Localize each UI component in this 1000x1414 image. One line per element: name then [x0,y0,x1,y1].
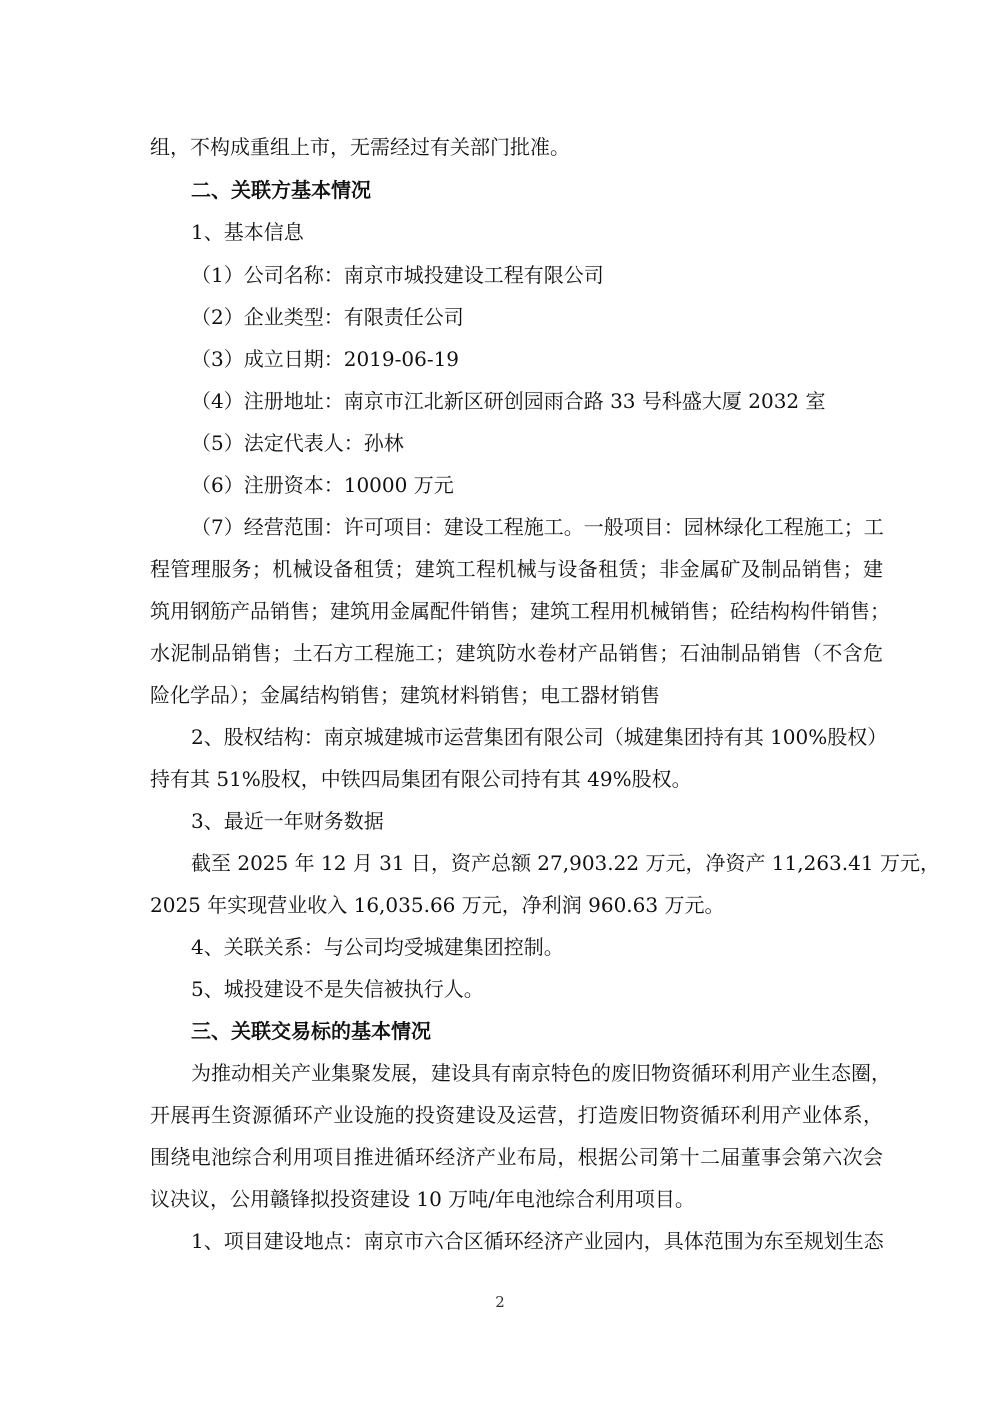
paragraph-line: 截至 2025 年 12 月 31 日，资产总额 27,903.22 万元，净资产 11,263.41 万元， [191,851,940,875]
info-registered-capital: （6）注册资本：10000 万元 [191,473,454,497]
paragraph-line: 开展再生资源循环产业设施的投资建设及运营，打造废旧物资循环利用产业体系， [150,1103,883,1127]
info-legal-representative: （5）法定代表人：孙林 [191,431,404,455]
subheading-relationship: 4、关联关系：与公司均受城建集团控制。 [191,935,564,959]
paragraph-line: 持有其 51%股权，中铁四局集团有限公司持有其 49%股权。 [150,767,692,791]
subheading-not-dishonest: 5、城投建设不是失信被执行人。 [191,977,484,1001]
subheading-equity-structure: 2、股权结构：南京城建城市运营集团有限公司（城建集团持有其 100%股权） [191,725,888,749]
section-heading-related-party: 二、关联方基本情况 [191,178,371,202]
info-business-scope: （7）经营范围：许可项目：建设工程施工。一般项目：园林绿化工程施工；工 [191,515,884,539]
paragraph-line: 议决议，公用赣锋拟投资建设 10 万吨/年电池综合利用项目。 [150,1187,695,1211]
subheading-financial-data: 3、最近一年财务数据 [191,809,384,833]
section-heading-transaction-target: 三、关联交易标的基本情况 [191,1019,431,1043]
paragraph-line: 水泥制品销售；土石方工程施工；建筑防水卷材产品销售；石油制品销售（不含危 [150,641,883,665]
info-establish-date: （3）成立日期：2019-06-19 [191,347,460,371]
paragraph-line: 为推动相关产业集聚发展，建设具有南京特色的废旧物资循环利用产业生态圈， [191,1061,891,1085]
paragraph-line: 筑用钢筋产品销售；建筑用金属配件销售；建筑工程用机械销售；砼结构构件销售； [150,599,890,623]
info-registered-address: （4）注册地址：南京市江北新区研创园雨合路 33 号科盛大厦 2032 室 [191,389,826,413]
page-number: 2 [495,1293,505,1311]
paragraph-line: 围绕电池综合利用项目推进循环经济产业布局，根据公司第十二届董事会第六次会 [150,1145,883,1169]
paragraph-line: 程管理服务；机械设备租赁；建筑工程机械与设备租赁；非金属矿及制品销售；建 [150,557,883,581]
subheading-basic-info: 1、基本信息 [191,220,304,244]
paragraph-line: 2025 年实现营业收入 16,035.66 万元，净利润 960.63 万元。 [150,893,725,917]
info-company-type: （2）企业类型：有限责任公司 [191,305,464,329]
subheading-project-location: 1、项目建设地点：南京市六合区循环经济产业园内，具体范围为东至规划生态 [191,1229,884,1253]
paragraph-line: 险化学品）；金属结构销售；建筑材料销售；电工器材销售 [150,683,660,707]
paragraph-line: 组，不构成重组上市，无需经过有关部门批准。 [150,135,570,159]
info-company-name: （1）公司名称：南京市城投建设工程有限公司 [191,263,604,287]
